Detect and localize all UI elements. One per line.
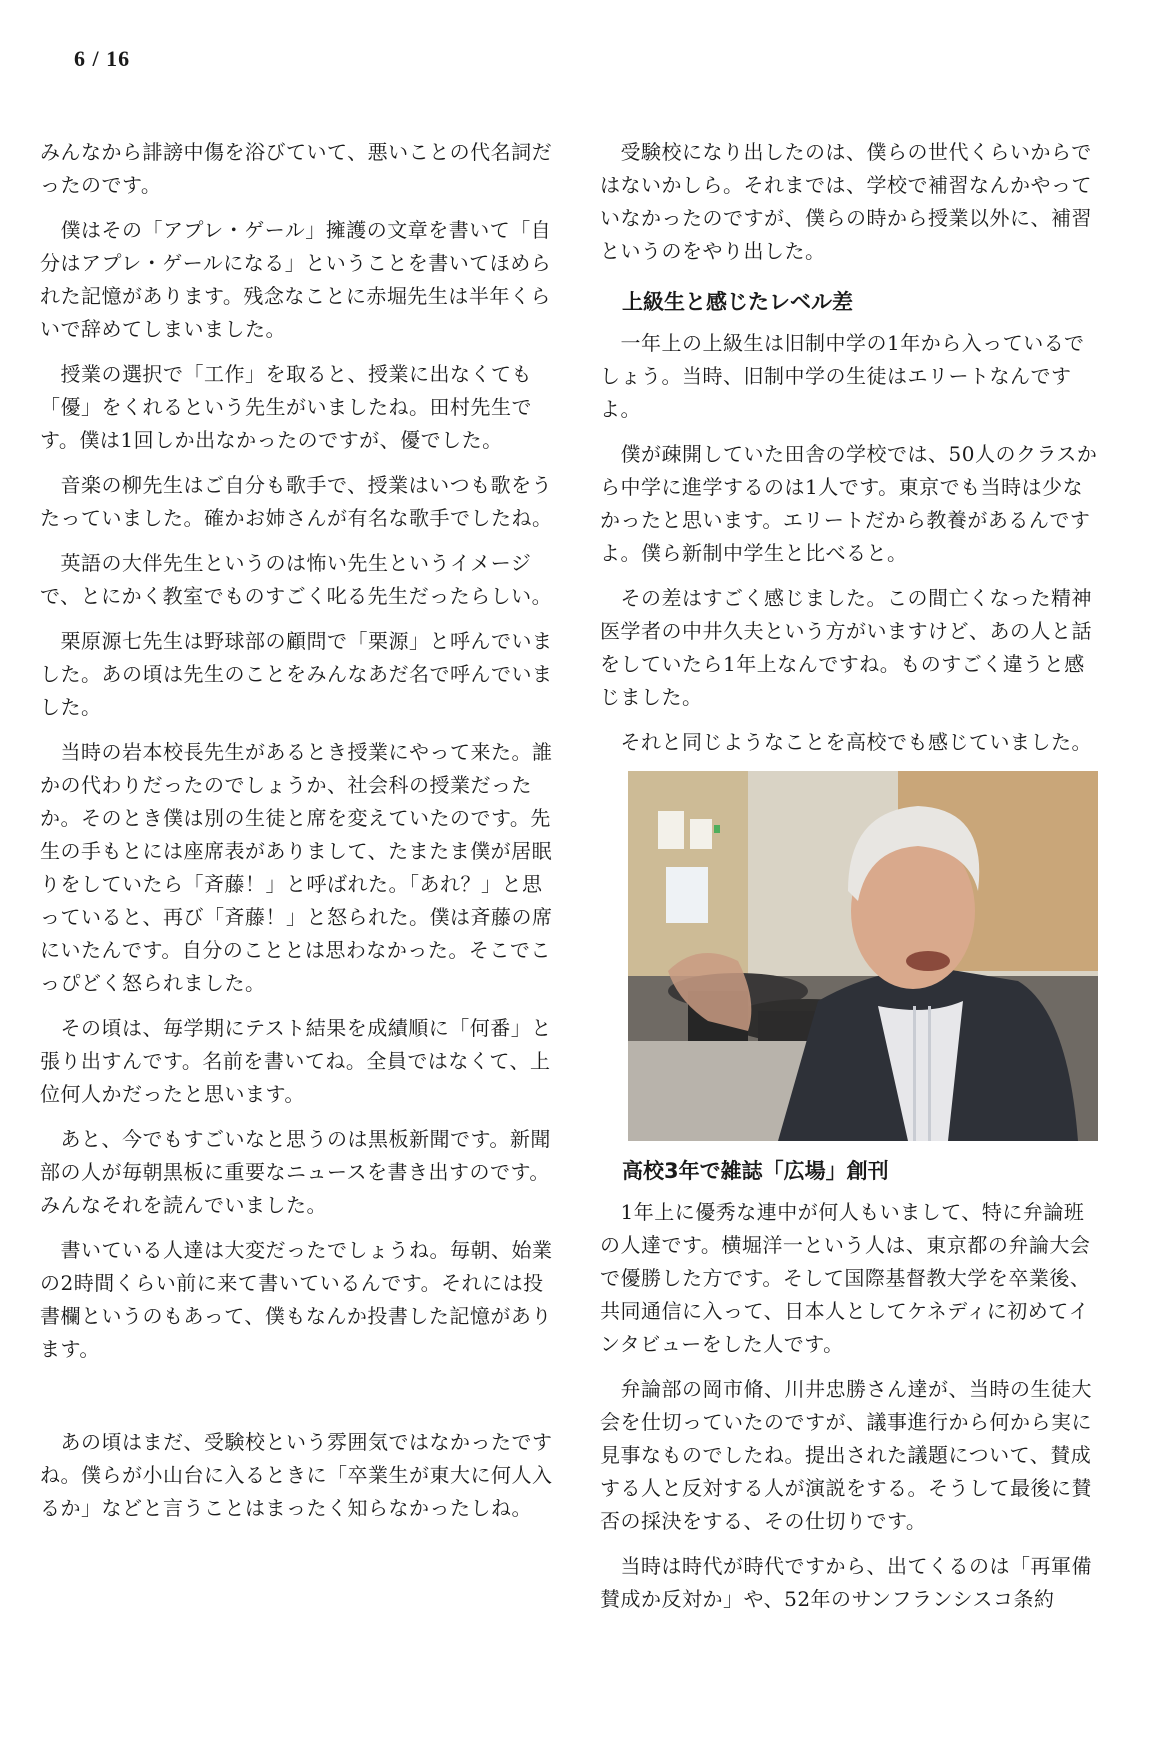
right-column — [600, 136, 1100, 1628]
paragraph-gap — [40, 1378, 558, 1426]
body-paragraph: 当時は時代が時代ですから、出てくるのは「再軍備賛成か反対か」や、52年のサンフランシスコ条約 — [600, 1554, 1092, 1611]
body-paragraph: 栗原源七先生は野球部の顧問で「栗源」と呼んでいました。あの頃は先生のことをみんなあだ名で呼んでいました。 — [40, 629, 553, 719]
body-paragraph: あの頃はまだ、受験校という雰囲気ではなかったですね。僕らが小山台に入るときに「卒業生が東大に何人入るか」などと言うことはまったく知らなかったしね。 — [40, 1430, 553, 1520]
interview-photo-illustration — [628, 771, 1098, 1141]
body-paragraph: 弁論部の岡市脩、川井忠勝さん達が、当時の生徒大会を仕切っていたのですが、議事進行から何から実に見事なものでしたね。提出された議題について、賛成する人と反対する人が演説をする。そうして最後に賛否の採決をする、その仕切りです。 — [600, 1377, 1092, 1533]
body-paragraph: 授業の選択で「工作」を取ると、授業に出なくても「優」をくれるという先生がいましたね。田村先生です。僕は1回しか出なかったのですが、優でした。 — [40, 362, 532, 452]
interview-photo — [628, 771, 1098, 1141]
body-paragraph: その頃は、毎学期にテスト結果を成績順に「何番」と張り出すんです。名前を書いてね。全員ではなくて、上位何人かだったと思います。 — [40, 1016, 552, 1106]
body-paragraph: それと同じようなことを高校でも感じていました。 — [600, 730, 1092, 754]
body-paragraph: 一年上の上級生は旧制中学の1年から入っているでしょう。当時、旧制中学の生徒はエリートなんですよ。 — [600, 331, 1085, 421]
body-paragraph: 音楽の柳先生はご自分も歌手で、授業はいつも歌をうたっていました。確かお姉さんが有名な歌手でしたね。 — [40, 473, 553, 530]
body-paragraph: 受験校になり出したのは、僕らの世代くらいからではないかしら。それまでは、学校で補習なんかやっていなかったのですが、僕らの時から授業以外に、補習というのをやり出した。 — [600, 140, 1092, 263]
left-column — [40, 136, 558, 1537]
body-paragraph: あと、今でもすごいなと思うのは黒板新聞です。新聞部の人が毎朝黒板に重要なニュースを書き出すのです。みんなそれを読んでいました。 — [40, 1127, 551, 1217]
body-paragraph: 当時の岩本校長先生があるとき授業にやって来た。誰かの代わりだったのでしょうか、社会科の授業だったか。そのとき僕は別の生徒と席を変えていたのです。先生の手もとには座席表がありまして、たまたま僕が居眠りをしていたら「斉藤！」と呼ばれた。「あれ？」と思っていると、再び「斉藤！」と怒られた。僕は斉藤の席にいたんです。自分のこととは思わなかった。そこでこっぴどく怒られました。 — [40, 740, 553, 995]
section-heading: 高校3年で雑誌「広場」創刊 — [622, 1159, 889, 1183]
body-paragraph: 1年上に優秀な連中が何人もいまして、特に弁論班の人達です。横堀洋一という人は、東京都の弁論大会で優勝した方です。そして国際基督教大学を卒業後、共同通信に入って、日本人としてケネディに初めてインタビューをした人です。 — [600, 1200, 1091, 1356]
body-paragraph: 僕はその「アプレ・ゲール」擁護の文章を書いて「自分はアプレ・ゲールになる」ということを書いてほめられた記憶があります。残念なことに赤堀先生は半年くらいで辞めてしまいました。 — [40, 218, 552, 341]
body-paragraph: 英語の大伴先生というのは怖い先生というイメージで、とにかく教室でものすごく叱る先生だったらしい。 — [40, 551, 553, 608]
page-number: 6 / 16 — [74, 46, 131, 71]
body-paragraph: その差はすごく感じました。この間亡くなった精神医学者の中井久夫という方がいますけど、あの人と話をしていたら1年上なんですね。ものすごく違うと感じました。 — [600, 586, 1092, 709]
section-heading: 上級生と感じたレベル差 — [622, 290, 853, 314]
body-paragraph: 僕が疎開していた田舎の学校では、50人のクラスから中学に進学するのは1人です。東京でも当時は少なかったと思います。エリートだから教養があるんですよ。僕ら新制中学生と比べると。 — [600, 442, 1098, 565]
body-paragraph: 書いている人達は大変だったでしょうね。毎朝、始業の2時間くらい前に来て書いているんです。それには投書欄というのもあって、僕もなんか投書した記憶があります。 — [40, 1238, 553, 1361]
body-paragraph: みんなから誹謗中傷を浴びていて、悪いことの代名詞だったのです。 — [40, 140, 553, 197]
